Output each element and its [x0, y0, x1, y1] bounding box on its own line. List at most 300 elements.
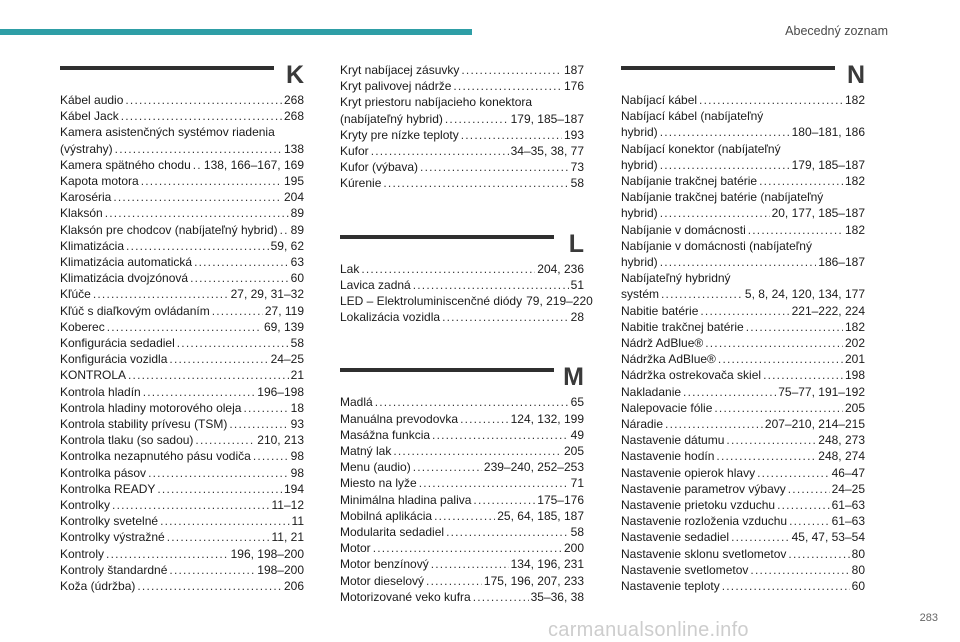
index-entry-list	[60, 92, 304, 594]
index-entry	[340, 62, 584, 78]
index-entry	[340, 492, 584, 508]
index-entry	[340, 175, 584, 191]
entry-leader-dots	[107, 319, 262, 335]
index-entry-list	[340, 394, 584, 605]
entry-page-refs: 80	[851, 562, 865, 577]
entry-page-refs: 248, 274	[818, 449, 865, 464]
entry-term: Nastavenie teploty	[621, 579, 720, 594]
index-entry	[340, 540, 584, 556]
entry-term: Klimatizácia dvojzónová	[60, 271, 189, 286]
entry-page-refs: 268	[283, 93, 304, 107]
index-entry	[621, 286, 865, 302]
entry-page-refs: 24–25	[270, 352, 304, 367]
entry-leader-dots	[446, 524, 569, 540]
index-entry	[60, 319, 304, 335]
index-entry	[340, 427, 584, 443]
section-letter: L	[568, 229, 584, 258]
entry-term: KONTROLA	[60, 368, 127, 383]
entry-page-refs: 202	[844, 336, 865, 351]
index-entry	[340, 556, 584, 572]
entry-leader-dots	[473, 589, 529, 605]
entry-page-refs: 182	[844, 319, 865, 334]
entry-term: Lak	[340, 261, 360, 276]
entry-term: Masážna funkcia	[340, 427, 431, 442]
entry-leader-dots	[750, 562, 849, 578]
entry-page-refs: 11, 21	[271, 530, 304, 545]
entry-term: Nastavenie svetlometov	[621, 562, 749, 577]
index-entry	[340, 573, 584, 589]
entry-page-refs: 63	[290, 255, 304, 270]
entry-page-refs: 58	[570, 525, 584, 540]
entry-term: Kryt palivovej nádrže	[340, 79, 452, 94]
entry-page-refs: 175, 196, 207, 233	[483, 573, 584, 588]
index-entry	[621, 384, 865, 400]
index-entry	[621, 303, 865, 319]
entry-term: Madlá	[340, 395, 373, 410]
index-entry	[340, 475, 584, 491]
entry-page-refs: 182	[844, 222, 865, 237]
entry-term: Kapota motora	[60, 174, 139, 189]
entry-term: Nabíjanie v domácnosti	[621, 222, 746, 237]
entry-term: Minimálna hladina paliva	[340, 492, 472, 507]
index-entry-heading: Nabíjanie v domácnosti (nabíjateľný	[621, 238, 812, 253]
entry-leader-dots	[280, 222, 289, 238]
entry-term: (nabíjateľný hybrid)	[340, 111, 443, 126]
entry-leader-dots	[789, 513, 830, 529]
entry-leader-dots	[788, 481, 830, 497]
entry-page-refs: 198	[844, 368, 865, 383]
entry-term: Motorizované veko kufra	[340, 589, 471, 604]
entry-term: Kontrola hladiny motorového oleja	[60, 400, 242, 415]
entry-leader-dots	[431, 556, 509, 572]
index-column-1	[60, 62, 304, 594]
entry-term: Kľúče	[60, 287, 91, 302]
entry-page-refs: 69, 139	[263, 319, 304, 334]
index-entry	[621, 432, 865, 448]
entry-term: Kontrola stability prívesu (TSM)	[60, 417, 228, 432]
entry-page-refs: 5, 8, 24, 120, 134, 177	[744, 287, 865, 302]
index-entry	[621, 448, 865, 464]
index-entry	[340, 309, 584, 325]
entry-page-refs: 201	[844, 352, 865, 367]
index-column-3	[621, 62, 865, 594]
index-entry	[621, 529, 865, 545]
index-entry	[340, 143, 584, 159]
entry-term: Kamera spätného chodu	[60, 157, 191, 172]
entry-page-refs: 206	[283, 579, 304, 594]
entry-page-refs: 89	[290, 206, 304, 221]
entry-page-refs: 61–63	[831, 498, 865, 513]
entry-leader-dots	[699, 92, 843, 108]
entry-leader-dots	[375, 394, 569, 410]
entry-leader-dots	[194, 254, 289, 270]
entry-term: Lokalizácia vozidla	[340, 310, 441, 325]
entry-term: Nabíjací kábel	[621, 93, 698, 107]
entry-term: Karoséria	[60, 190, 112, 205]
entry-leader-dots	[177, 335, 289, 351]
entry-page-refs: 179, 185–187	[791, 157, 865, 172]
section-rule	[340, 368, 554, 372]
index-entry	[60, 286, 304, 302]
entry-leader-dots	[413, 459, 482, 475]
entry-page-refs: 204	[283, 190, 304, 205]
section-rule	[621, 66, 835, 70]
entry-leader-dots	[190, 270, 289, 286]
entry-term: Nabitie batérie	[621, 303, 699, 318]
entry-leader-dots	[128, 367, 289, 383]
index-entry	[621, 124, 865, 140]
entry-leader-dots	[167, 529, 270, 545]
entry-term: Nastavenie prietoku vzduchu	[621, 498, 776, 513]
entry-term: Nastavenie hodín	[621, 449, 715, 464]
index-entry-heading: Nabíjateľný hybridný	[621, 271, 731, 286]
index-entry	[340, 443, 584, 459]
entry-page-refs: 59, 62	[270, 238, 304, 253]
entry-page-refs: 182	[844, 174, 865, 189]
index-entry	[60, 303, 304, 319]
entry-page-refs: 248, 273	[818, 433, 865, 448]
entry-term: Nádržka AdBlue®	[621, 352, 716, 367]
entry-page-refs: 179, 185–187	[510, 111, 584, 126]
entry-page-refs: 46–47	[831, 465, 865, 480]
index-entry	[60, 497, 304, 513]
entry-term: Motor benzínový	[340, 557, 429, 572]
index-entry	[60, 481, 304, 497]
entry-page-refs: 35–36, 38	[530, 589, 584, 604]
entry-page-refs: 204, 236	[537, 261, 584, 276]
index-entry	[621, 205, 865, 221]
entry-term: (výstrahy)	[60, 141, 113, 156]
index-entry	[621, 481, 865, 497]
entry-leader-dots	[121, 108, 282, 124]
index-entry	[340, 78, 584, 94]
entry-term: Nastavenie parametrov výbavy	[621, 481, 786, 496]
entry-term: Konfigurácia sedadiel	[60, 336, 175, 351]
entry-page-refs: 207–210, 214–215	[764, 417, 865, 432]
section-letter: M	[563, 363, 584, 392]
entry-page-refs: 268	[283, 109, 304, 124]
entry-leader-dots	[157, 481, 282, 497]
entry-leader-dots	[371, 143, 509, 159]
index-entry	[60, 92, 304, 108]
entry-page-refs: 205	[563, 444, 584, 459]
index-entry-heading: Nabíjací kábel (nabíjateľný	[621, 109, 764, 124]
index-entry	[60, 205, 304, 221]
entry-term: Klaksón pre chodcov (nabíjateľný hybrid)	[60, 222, 278, 237]
entry-leader-dots	[460, 411, 509, 427]
entry-term: Mobilná aplikácia	[340, 508, 433, 523]
index-entry-list	[621, 92, 865, 594]
index-entry	[60, 222, 304, 238]
entry-page-refs: 45, 47, 53–54	[791, 530, 865, 545]
entry-leader-dots	[193, 157, 202, 173]
entry-term: Kontrola hladín	[60, 384, 141, 399]
entry-term: Nastavenie sklonu svetlometov	[621, 546, 787, 561]
entry-term: Matný lak	[340, 444, 392, 459]
entry-page-refs: 198–200	[257, 562, 304, 577]
entry-page-refs: 205	[844, 400, 865, 415]
index-entry	[60, 432, 304, 448]
section-letter: K	[285, 61, 304, 89]
entry-term: Motor dieselový	[340, 573, 425, 588]
entry-page-refs: 89	[290, 222, 304, 237]
index-entry	[621, 400, 865, 416]
entry-leader-dots	[212, 303, 263, 319]
entry-term: Nastavenie sedadiel	[621, 530, 730, 545]
index-column-2	[340, 62, 593, 605]
entry-leader-dots	[143, 384, 256, 400]
entry-leader-dots	[660, 157, 790, 173]
entry-page-refs: 176	[563, 79, 584, 94]
index-entry	[621, 157, 865, 173]
entry-leader-dots	[383, 175, 568, 191]
entry-term: Kúrenie	[340, 176, 382, 191]
entry-leader-dots	[112, 497, 269, 513]
index-entry	[621, 416, 865, 432]
entry-term: Koža (údržba)	[60, 579, 136, 594]
entry-term: Kryty pre nízke teploty	[340, 127, 459, 142]
entry-term: Klimatizácia automatická	[60, 255, 193, 270]
entry-page-refs: 186–187	[818, 255, 865, 270]
header-title: Abecedný zoznam	[785, 24, 888, 38]
entry-term: Koberec	[60, 319, 105, 334]
entry-page-refs: 58	[290, 336, 304, 351]
entry-leader-dots	[105, 205, 289, 221]
entry-leader-dots	[373, 540, 562, 556]
index-entry	[621, 513, 865, 529]
entry-leader-dots	[419, 475, 569, 491]
index-entry	[621, 335, 865, 351]
entry-term: Kontrola tlaku (so sadou)	[60, 433, 194, 448]
index-entry	[60, 513, 304, 529]
index-entry	[60, 254, 304, 270]
entry-term: Náradie	[621, 417, 664, 432]
section-rule	[60, 66, 274, 70]
entry-term: Kontrolka READY	[60, 481, 156, 496]
index-entry	[340, 111, 584, 127]
index-entry	[60, 108, 304, 124]
entry-leader-dots	[137, 578, 282, 594]
entry-term: Kontroly štandardné	[60, 562, 168, 577]
entry-term: Nakladanie	[621, 384, 682, 399]
section-header	[340, 364, 584, 394]
entry-page-refs: 11	[291, 514, 304, 529]
entry-page-refs: 98	[290, 465, 304, 480]
entry-leader-dots	[160, 513, 289, 529]
section-header	[340, 231, 584, 261]
index-entry	[621, 562, 865, 578]
entry-leader-dots	[660, 124, 790, 140]
index-entry	[60, 529, 304, 545]
entry-term: Modularita sedadiel	[340, 525, 445, 540]
index-entry	[60, 189, 304, 205]
entry-term: Miesto na lyže	[340, 476, 417, 491]
index-entry	[621, 497, 865, 513]
entry-leader-dots	[432, 427, 569, 443]
entry-term: Menu (audio)	[340, 460, 411, 475]
entry-leader-dots	[746, 319, 843, 335]
entry-leader-dots	[788, 546, 849, 562]
index-entry	[621, 92, 865, 108]
index-entry	[621, 351, 865, 367]
entry-page-refs: 93	[290, 417, 304, 432]
entry-term: Nádrž AdBlue®	[621, 336, 704, 351]
entry-term: systém	[621, 287, 660, 302]
entry-term: Kontroly	[60, 546, 105, 561]
entry-term: Lavica zadná	[340, 277, 411, 292]
entry-page-refs: 61–63	[831, 514, 865, 529]
entry-page-refs: 239–240, 252–253	[483, 460, 584, 475]
entry-leader-dots	[716, 448, 816, 464]
index-entry	[60, 465, 304, 481]
entry-leader-dots	[434, 508, 495, 524]
entry-page-refs: 124, 132, 199	[510, 411, 584, 426]
entry-leader-dots	[757, 465, 830, 481]
entry-leader-dots	[93, 286, 229, 302]
page-number: 283	[919, 612, 938, 624]
index-entry-heading: Nabíjanie trakčnej batérie (nabíjateľný	[621, 190, 824, 205]
index-entry	[340, 459, 584, 475]
entry-term: Nastavenie dátumu	[621, 433, 725, 448]
entry-term: Kontrolky svetelné	[60, 514, 159, 529]
entry-page-refs: 138	[283, 141, 304, 156]
entry-term: Kufor (výbava)	[340, 160, 419, 175]
entry-leader-dots	[777, 497, 830, 513]
entry-leader-dots	[420, 159, 569, 175]
entry-term: hybrid)	[621, 206, 658, 221]
index-entry-list	[340, 261, 593, 326]
entry-term: Konfigurácia vozidla	[60, 352, 168, 367]
entry-leader-dots	[141, 173, 282, 189]
entry-page-refs: 11–12	[271, 498, 304, 513]
entry-term: Kontrolky výstražné	[60, 530, 165, 545]
entry-page-refs: 134, 196, 231	[510, 557, 584, 572]
entry-leader-dots	[718, 351, 843, 367]
entry-leader-dots	[195, 432, 255, 448]
entry-leader-dots	[763, 367, 843, 383]
entry-page-refs: 200	[563, 541, 584, 556]
entry-page-refs: 27, 119	[264, 303, 304, 318]
entry-term: Kábel audio	[60, 93, 124, 107]
entry-page-refs: 79, 219–220	[526, 294, 593, 309]
entry-page-refs: 193	[563, 127, 584, 142]
entry-page-refs: 187	[563, 63, 584, 77]
entry-leader-dots	[113, 189, 282, 205]
entry-term: hybrid)	[621, 157, 658, 172]
entry-leader-dots	[442, 309, 569, 325]
section-header	[60, 62, 304, 92]
entry-term: Nastavenie rozloženia vzduchu	[621, 514, 788, 529]
entry-term: Motor	[340, 541, 371, 556]
entry-term: hybrid)	[621, 255, 658, 270]
index-entry	[60, 157, 304, 173]
index-entry	[60, 448, 304, 464]
entry-page-refs: 182	[844, 93, 865, 107]
entry-page-refs: 210, 213	[257, 433, 304, 448]
entry-leader-dots	[148, 465, 289, 481]
entry-leader-dots	[426, 573, 482, 589]
index-entry-list	[340, 62, 584, 192]
index-entry	[60, 351, 304, 367]
index-entry	[340, 293, 593, 309]
entry-page-refs: 73	[570, 160, 584, 175]
index-entry	[621, 319, 865, 335]
index-entry	[340, 524, 584, 540]
index-entry	[340, 277, 584, 293]
index-entry	[60, 141, 304, 157]
index-entry	[60, 562, 304, 578]
entry-leader-dots	[361, 261, 535, 277]
index-entry	[60, 270, 304, 286]
entry-leader-dots	[106, 546, 229, 562]
entry-page-refs: 138, 166–167, 169	[203, 157, 304, 172]
entry-page-refs: 75–77, 191–192	[778, 384, 865, 399]
entry-leader-dots	[461, 127, 562, 143]
entry-leader-dots	[665, 416, 763, 432]
entry-page-refs: 60	[290, 271, 304, 286]
entry-leader-dots	[683, 384, 776, 400]
entry-leader-dots	[169, 351, 268, 367]
header-accent-bar	[0, 29, 472, 35]
entry-leader-dots	[243, 400, 288, 416]
entry-term: Manuálna prevodovka	[340, 411, 459, 426]
index-entry	[340, 394, 584, 410]
entry-term: Klaksón	[60, 206, 103, 221]
entry-page-refs: 80	[851, 546, 865, 561]
entry-page-refs: 71	[570, 476, 584, 491]
entry-leader-dots	[445, 111, 509, 127]
entry-term: LED – Elektroluminiscenčné diódy	[340, 294, 523, 309]
entry-leader-dots	[660, 254, 817, 270]
entry-leader-dots	[726, 432, 816, 448]
entry-leader-dots	[169, 562, 255, 578]
entry-page-refs: 58	[570, 176, 584, 191]
index-entry	[60, 173, 304, 189]
index-entry	[340, 261, 584, 277]
entry-leader-dots	[700, 303, 789, 319]
section-rule	[340, 235, 554, 239]
entry-leader-dots	[748, 222, 843, 238]
entry-leader-dots	[229, 416, 288, 432]
index-entry-heading: Nabíjací konektor (nabíjateľný	[621, 141, 781, 156]
entry-leader-dots	[714, 400, 843, 416]
section-gap	[340, 325, 584, 364]
entry-leader-dots	[453, 78, 562, 94]
entry-page-refs: 49	[570, 427, 584, 442]
index-entry	[621, 546, 865, 562]
index-entry	[60, 546, 304, 562]
index-entry-heading: Kryt priestoru nabíjacieho konektora	[340, 95, 533, 110]
entry-term: Nabíjanie trakčnej batérie	[621, 174, 758, 189]
index-entry	[621, 254, 865, 270]
index-entry	[621, 222, 865, 238]
index-entry	[60, 384, 304, 400]
index-entry	[621, 367, 865, 383]
entry-page-refs: 65	[570, 395, 584, 410]
section-header	[621, 62, 865, 92]
entry-term: Nádržka ostrekovača skiel	[621, 368, 762, 383]
entry-page-refs: 180–181, 186	[791, 125, 865, 140]
entry-leader-dots	[461, 62, 562, 78]
entry-term: Kufor	[340, 144, 369, 159]
entry-leader-dots	[759, 173, 843, 189]
entry-term: Kontrolka nezapnutého pásu vodiča	[60, 449, 251, 464]
entry-leader-dots	[126, 238, 269, 254]
entry-leader-dots	[253, 448, 289, 464]
index-entry	[60, 416, 304, 432]
entry-page-refs: 24–25	[831, 481, 865, 496]
entry-leader-dots	[413, 277, 569, 293]
